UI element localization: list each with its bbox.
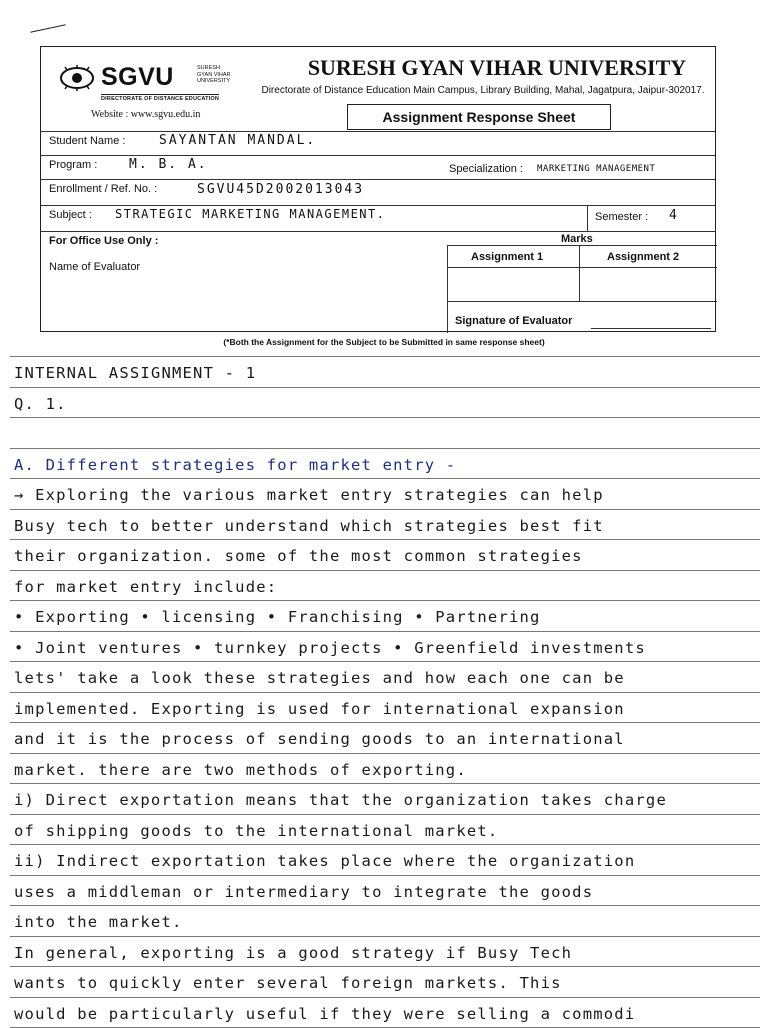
row-divider xyxy=(41,155,715,156)
marks-divider xyxy=(447,301,717,302)
program-value: M. B. A. xyxy=(129,157,208,172)
ruled-line xyxy=(10,783,760,784)
row-divider xyxy=(41,231,715,232)
ruled-line xyxy=(10,692,760,693)
ruled-line xyxy=(10,509,760,510)
handwritten-line: Busy tech to better understand which strategies best fit xyxy=(14,516,604,535)
ruled-line xyxy=(10,966,760,967)
logo-dde-text: DIRECTORATE OF DISTANCE EDUCATION xyxy=(101,96,220,102)
handwritten-line: wants to quickly enter several foreign markets. This xyxy=(14,974,562,992)
logo-wordmark: SGVU xyxy=(101,63,174,91)
website-text: Website : www.sgvu.edu.in xyxy=(91,109,201,120)
university-address: Directorate of Distance Education Main Campus, Library Building, Mahal, Jagatpura, Jaipur-302017. xyxy=(261,85,705,96)
logo-side-text: SURESH GYAN VIHAR UNIVERSITY xyxy=(197,65,231,84)
handwritten-line: for market entry include: xyxy=(14,577,278,596)
subject-label: Subject : xyxy=(49,209,92,221)
ruled-line xyxy=(10,631,760,632)
university-title: SURESH GYAN VIHAR UNIVERSITY xyxy=(307,55,687,80)
assignment-1-label: Assignment 1 xyxy=(471,251,544,263)
handwritten-line: of shipping goods to the international market. xyxy=(14,821,499,840)
ruled-line xyxy=(10,936,760,937)
handwritten-line: their organization. some of the most common strategies xyxy=(14,547,583,565)
program-label: Program : xyxy=(49,159,98,171)
ruled-line xyxy=(10,356,760,357)
sheet-title: Assignment Response Sheet xyxy=(347,104,611,130)
specialization-label: Specialization : xyxy=(449,163,523,175)
office-use-label: For Office Use Only : xyxy=(49,235,159,247)
handwritten-line: into the market. xyxy=(14,913,183,931)
submission-note: (*Both the Assignment for the Subject to be Submitted in same response sheet) xyxy=(223,337,545,347)
ruled-line xyxy=(10,875,760,876)
marks-column-divider xyxy=(447,245,448,333)
ruled-line xyxy=(10,997,760,998)
handwritten-line: ii) Indirect exportation takes place where the organization xyxy=(14,852,636,870)
handwritten-line: i) Direct exportation means that the organization takes charge xyxy=(14,791,667,809)
row-divider xyxy=(41,205,715,206)
enrollment-label: Enrollment / Ref. No. : xyxy=(49,183,158,195)
signature-label: Signature of Evaluator xyxy=(455,315,573,327)
subject-value: STRATEGIC MARKETING MANAGEMENT. xyxy=(115,207,386,221)
row-divider xyxy=(41,179,715,180)
ruled-line xyxy=(10,814,760,815)
marks-divider xyxy=(447,245,717,246)
ruled-line xyxy=(10,387,760,388)
marks-divider xyxy=(447,267,717,268)
pen-mark xyxy=(30,24,65,32)
handwritten-line: A. Different strategies for market entry - xyxy=(14,455,457,474)
signature-line xyxy=(591,328,711,329)
handwritten-line: In general, exporting is a good strategy if Busy Tech xyxy=(14,943,573,962)
semester-label: Semester : xyxy=(595,211,649,223)
assignment-2-label: Assignment 2 xyxy=(607,251,680,263)
response-sheet-header xyxy=(40,46,716,332)
ruled-line xyxy=(10,844,760,845)
handwritten-line: would be particularly useful if they were selling a commodi xyxy=(14,1004,636,1023)
handwritten-line: Q. 1. xyxy=(14,394,67,413)
handwritten-line: lets' take a look these strategies and how each one can be xyxy=(14,669,625,687)
ruled-line xyxy=(10,722,760,723)
marks-label: Marks xyxy=(561,233,593,245)
enrollment-value: SGVU45D2002013043 xyxy=(197,182,365,197)
ruled-line xyxy=(10,570,760,571)
semester-value: 4 xyxy=(669,208,679,223)
handwritten-line: market. there are two methods of exporting. xyxy=(14,760,467,779)
ruled-line xyxy=(10,539,760,540)
specialization-value: MARKETING MANAGEMENT xyxy=(537,164,656,174)
handwritten-line: and it is the process of sending goods to an international xyxy=(14,730,625,748)
ruled-line xyxy=(10,905,760,906)
ruled-line xyxy=(10,661,760,662)
student-name-label: Student Name : xyxy=(49,135,126,147)
ruled-line xyxy=(10,478,760,479)
row-divider xyxy=(41,131,715,132)
student-name-value: SAYANTAN MANDAL. xyxy=(159,133,317,148)
ruled-line xyxy=(10,753,760,754)
handwritten-line: • Exporting • licensing • Franchising • Partnering xyxy=(14,608,541,626)
handwritten-line: uses a middleman or intermediary to integrate the goods xyxy=(14,882,594,901)
ruled-line xyxy=(10,417,760,418)
ruled-line xyxy=(10,600,760,601)
ruled-line xyxy=(10,448,760,449)
assignment-column-divider xyxy=(579,245,580,301)
handwritten-line: implemented. Exporting is used for international expansion xyxy=(14,699,625,718)
handwritten-line: → Exploring the various market entry strategies can help xyxy=(14,486,604,504)
eye-emblem-icon xyxy=(59,65,95,91)
handwritten-line: • Joint ventures • turnkey projects • Greenfield investments xyxy=(14,638,646,657)
handwritten-line: INTERNAL ASSIGNMENT - 1 xyxy=(14,364,257,382)
semester-divider xyxy=(587,205,588,231)
evaluator-label: Name of Evaluator xyxy=(49,261,141,273)
